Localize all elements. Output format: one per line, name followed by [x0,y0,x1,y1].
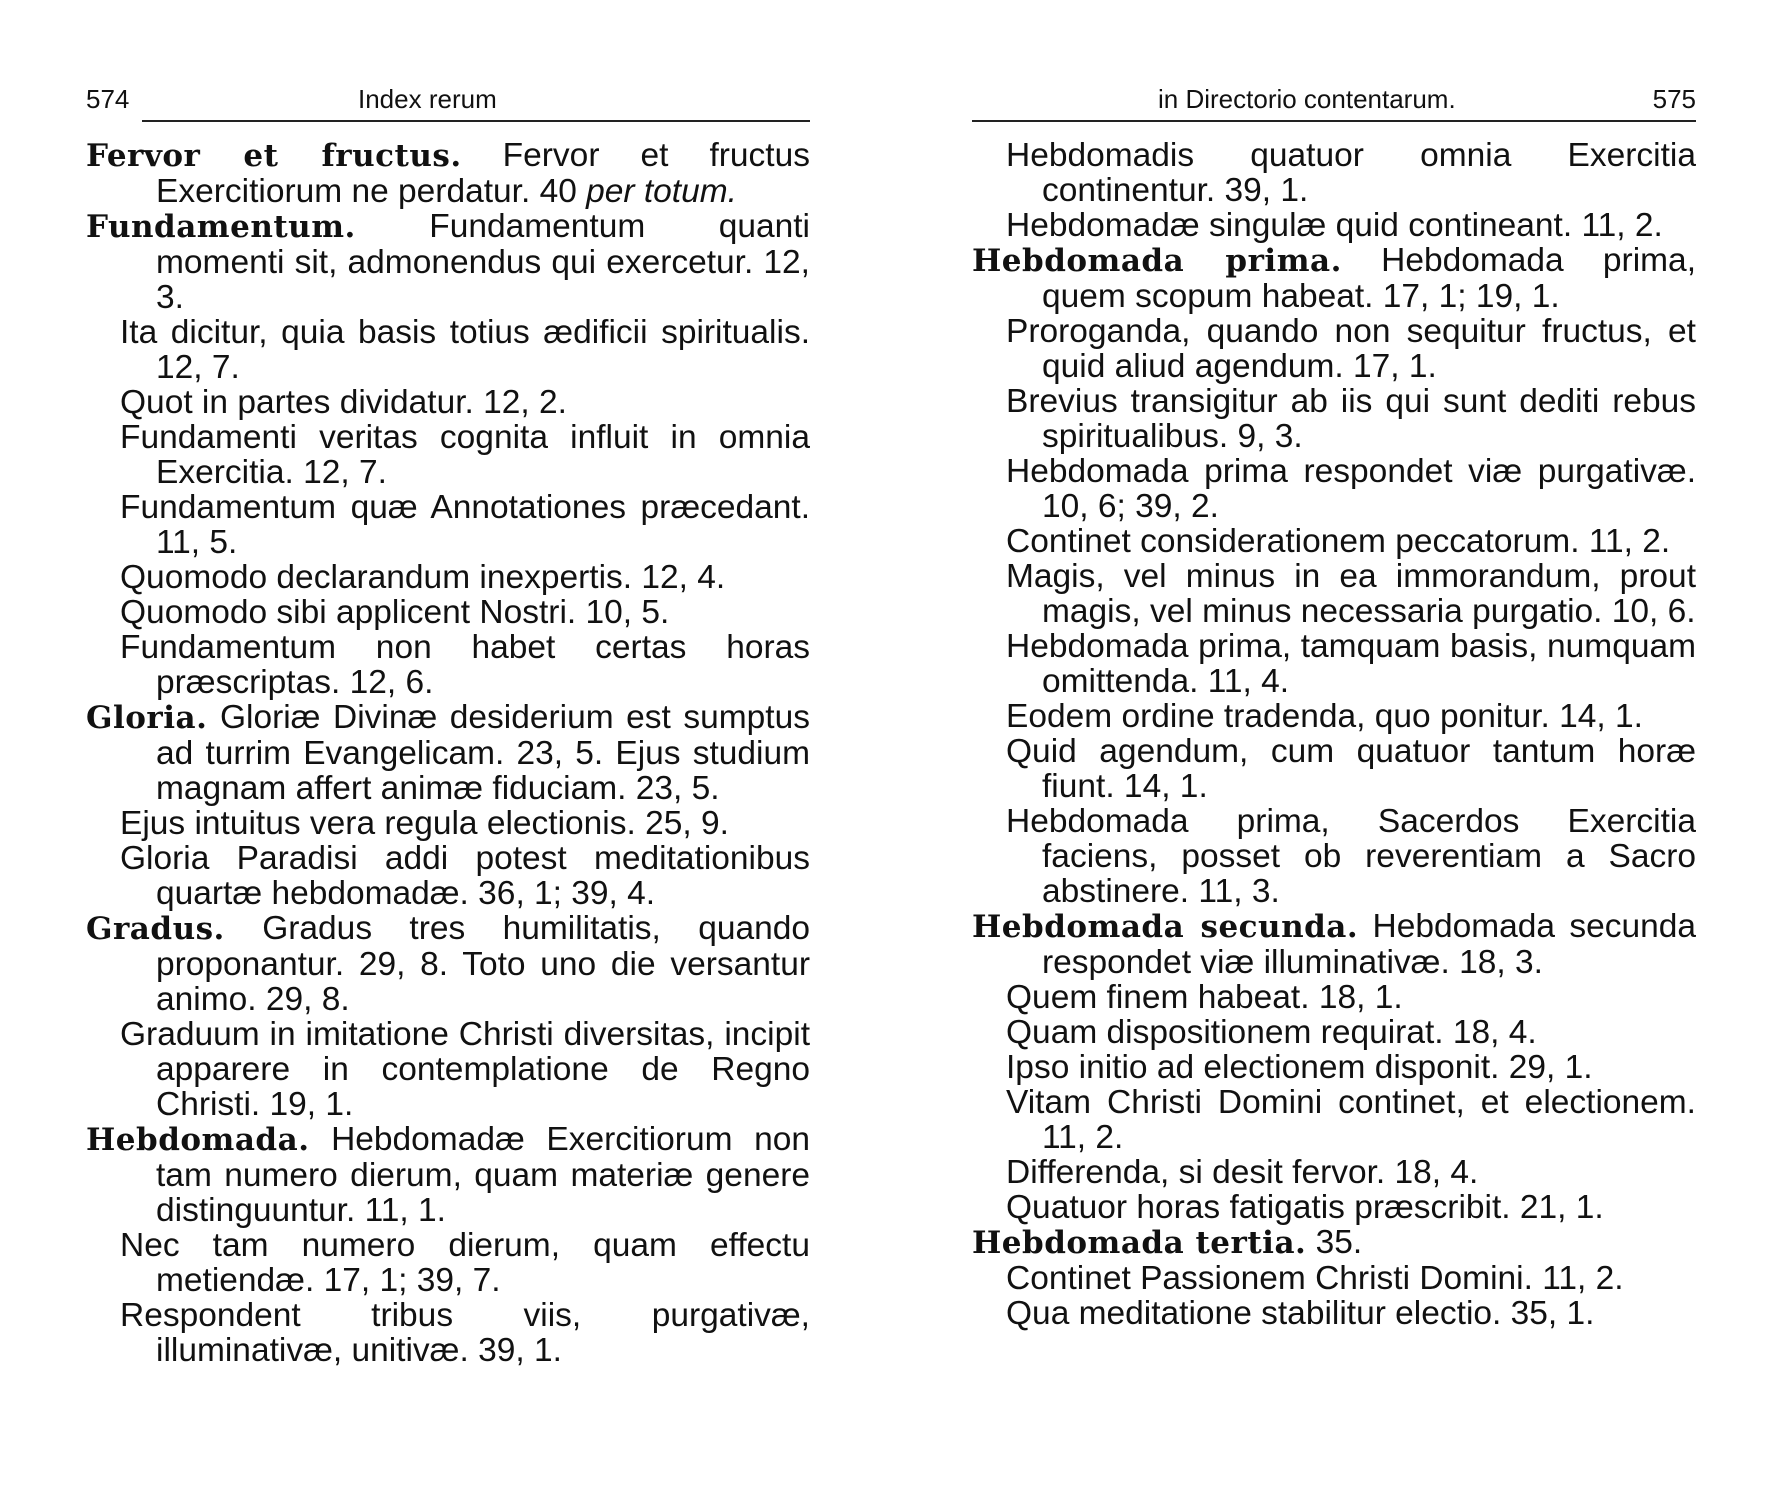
header-rule [142,120,810,122]
index-subentry [86,560,810,595]
entry-text: Magis, vel minus in ea immorandum, prout magis, vel minus necessaria purgatio. 10, 6. [1006,558,1696,630]
entry-text: Brevius transigitur ab iis qui sunt dediti rebus spiritualibus. 9, 3. [1006,383,1696,455]
index-subentry [86,1228,810,1298]
index-subentry [972,1015,1696,1050]
entry-text: Quomodo sibi applicent Nostri. 10, 5. [120,594,670,631]
entry-headword: Gradus. [86,911,225,947]
left-page-header [86,84,810,114]
index-entry [972,1225,1696,1261]
entry-text: Hebdomadis quatuor omnia Exercitia continentur. 39, 1. [1006,137,1696,209]
index-subentry [86,420,810,490]
entry-text: Quem finem habeat. 18, 1. [1006,979,1403,1016]
index-subentry [972,1296,1696,1331]
entry-text: Hebdomadæ singulæ quid contineant. 11, 2. [1006,207,1663,244]
entry-headword: Hebdomada prima. [972,243,1342,279]
index-subentry [86,595,810,630]
entry-text: Quot in partes dividatur. 12, 2. [120,384,567,421]
index-subentry [972,629,1696,699]
index-subentry [972,1190,1696,1225]
entry-text: Proroganda, quando non sequitur fructus, et quid aliud agendum. 17, 1. [1006,313,1696,385]
entry-text: Hebdomada prima, Sacerdos Exercitia faciens, posset ob reverentiam a Sacro abstinere. 11, 3. [1006,803,1696,910]
entry-text: Quomodo declarandum inexpertis. 12, 4. [120,559,726,596]
page-number: 575 [1652,84,1696,114]
index-subentry [86,1017,810,1122]
index-entries [972,138,1696,1331]
index-entry [86,138,810,209]
entry-text: Hebdomada secunda respondet viæ illuminativæ. 18, 3. [1042,908,1696,981]
entry-text: Hebdomada prima respondet viæ purgativæ. 10, 6; 39, 2. [1006,453,1696,525]
entry-text: Respondent tribus viis, purgativæ, illuminativæ, unitivæ. 39, 1. [120,1297,810,1369]
entry-headword: Fundamentum. [86,209,356,245]
entry-text: Vitam Christi Domini continet, et electionem. 11, 2. [1006,1084,1696,1156]
entry-text: Hebdomada prima, tamquam basis, numquam omittenda. 11, 4. [1006,628,1696,700]
entry-text: Quid agendum, cum quatuor tantum horæ fiunt. 14, 1. [1006,733,1696,805]
entry-text: Continet considerationem peccatorum. 11, 2. [1006,523,1671,560]
entry-text: Qua meditatione stabilitur electio. 35, 1. [1006,1295,1595,1332]
index-entry [972,243,1696,314]
header-rule [972,120,1696,122]
running-title: Index rerum [358,84,497,114]
entry-text: Graduum in imitatione Christi diversitas, incipit apparere in contemplatione de Regno Christi. 19, 1. [120,1016,810,1123]
entry-text: Continet Passionem Christi Domini. 11, 2. [1006,1260,1624,1297]
entry-text: Fundamenti veritas cognita influit in omnia Exercitia. 12, 7. [120,419,810,491]
entry-text: Gradus tres humilitatis, quando proponantur. 29, 8. Toto uno die versantur animo. 29, 8. [156,910,810,1018]
entry-text: Quatuor horas fatigatis præscribit. 21, 1. [1006,1189,1604,1226]
entry-text: Gloriæ Divinæ desiderium est sumptus ad turrim Evangelicam. 23, 5. Ejus studium magnam affert animæ fiduciam. 23, 5. [156,699,810,807]
index-subentry [972,559,1696,629]
index-entry [972,909,1696,980]
left-page [86,0,810,1368]
index-subentry [86,315,810,385]
entry-text: Hebdomada prima, quem scopum habeat. 17, 1; 19, 1. [1042,242,1696,315]
entry-headword: Gloria. [86,700,208,736]
index-entry [86,1122,810,1228]
entry-italic-text: per totum. [586,173,737,210]
entry-text: Fervor et fructus Exercitiorum ne perdatur. 40 [156,137,810,210]
right-page-header [972,84,1696,114]
entry-text: Ita dicitur, quia basis totius ædificii spiritualis. 12, 7. [120,314,810,386]
index-entry [86,209,810,315]
entry-text: Fundamentum quanti momenti sit, admonendus qui exercetur. 12, 3. [156,208,810,316]
entry-headword: Hebdomada secunda. [972,909,1359,945]
index-subentry [86,385,810,420]
entry-text: Ipso initio ad electionem disponit. 29, 1. [1006,1049,1593,1086]
entry-text: Nec tam numero dierum, quam effectu metiendæ. 17, 1; 39, 7. [120,1227,810,1299]
index-subentry [86,806,810,841]
running-title: in Directorio contentarum. [1158,84,1456,114]
entry-text: Gloria Paradisi addi potest meditationibus quartæ hebdomadæ. 36, 1; 39, 4. [120,840,810,912]
index-subentry [972,314,1696,384]
entry-text: Quam dispositionem requirat. 18, 4. [1006,1014,1537,1051]
index-subentry [86,630,810,700]
entry-text: Fundamentum non habet certas horas præscriptas. 12, 6. [120,629,810,701]
entry-text: Fundamentum quæ Annotationes præcedant. 11, 5. [120,489,810,561]
index-subentry [972,1155,1696,1190]
index-subentry [972,454,1696,524]
index-subentry [972,524,1696,559]
index-entry [86,700,810,806]
entry-headword: Hebdomada. [86,1122,310,1158]
entry-text: Eodem ordine tradenda, quo ponitur. 14, 1. [1006,698,1643,735]
index-subentry [972,208,1696,243]
index-subentry [86,490,810,560]
entry-text: Hebdomadæ Exercitiorum non tam numero dierum, quam materiæ genere distinguuntur. 11, 1. [156,1121,810,1229]
index-subentry [86,841,810,911]
entry-text: Differenda, si desit fervor. 18, 4. [1006,1154,1479,1191]
index-subentry [972,138,1696,208]
index-subentry [972,384,1696,454]
index-subentry [972,1261,1696,1296]
entry-text: 35. [1306,1224,1363,1261]
index-subentry [972,734,1696,804]
right-page [972,0,1696,1331]
entry-headword: Hebdomada tertia. [972,1225,1307,1261]
index-entries [86,138,810,1368]
index-subentry [972,1050,1696,1085]
index-subentry [972,980,1696,1015]
index-subentry [972,699,1696,734]
entry-headword: Fervor et fructus. [86,138,462,174]
index-subentry [86,1298,810,1368]
entry-text: Ejus intuitus vera regula electionis. 25, 9. [120,805,729,842]
index-entry [86,911,810,1017]
index-subentry [972,1085,1696,1155]
index-subentry [972,804,1696,909]
page-number: 574 [86,84,130,114]
